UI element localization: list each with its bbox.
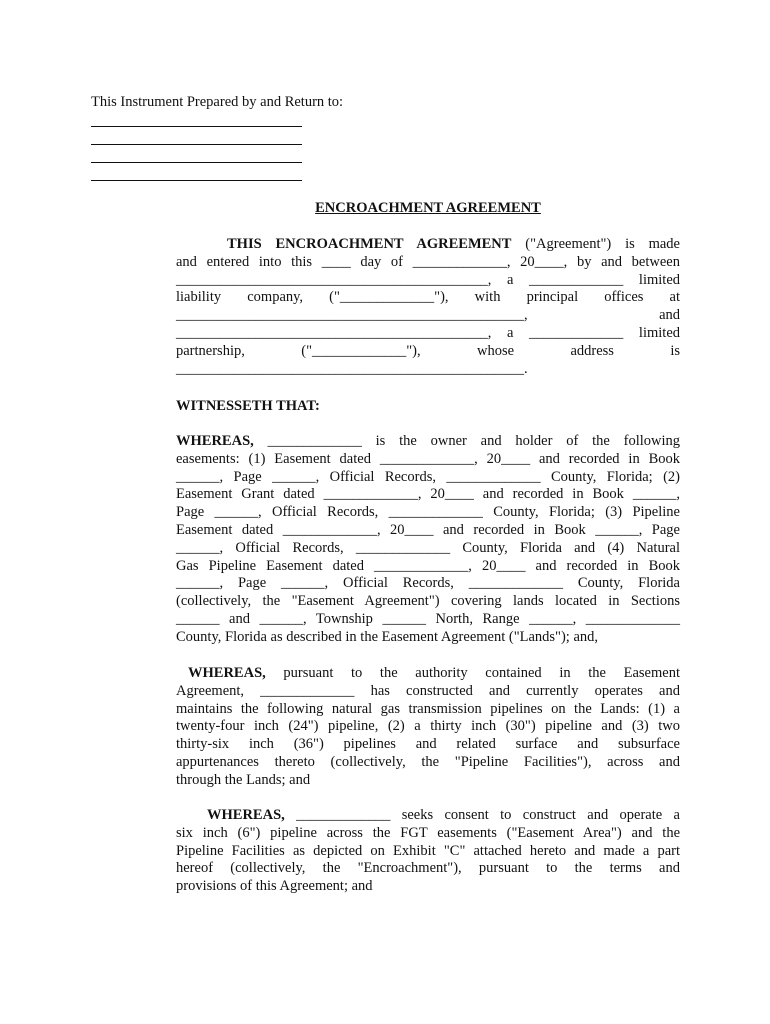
whereas-line: WHEREAS, pursuant to the authority contained in the Easement [188,665,680,681]
return-address-line [91,180,302,181]
intro-line: liability company, ("_____________"), with principal offices at [176,289,680,306]
whereas-line: Agreement, _____________ has constructed and currently operates and [176,682,680,699]
intro-line: THIS ENCROACHMENT AGREEMENT ("Agreement") is made [227,236,680,252]
return-address-line [91,144,302,145]
intro-line: ________________________________________________. [176,360,528,377]
whereas-line: (collectively, the "Easement Agreement") covering lands located in Sections [176,593,680,610]
return-address-line [91,126,302,127]
intro-line: ___________________________________________, a _____________ limited [176,271,680,288]
whereas-line: Page ______, Official Records, _____________ County, Florida; (3) Pipeline [176,504,680,521]
whereas-line: six inch (6") pipeline across the FGT easements ("Easement Area") and the [176,824,680,841]
intro-line: ___________________________________________, a _____________ limited [176,324,680,341]
whereas-paragraph-2 [176,665,680,790]
whereas-line: maintains the following natural gas transmission pipelines on the Lands: (1) a [176,700,680,717]
intro-line: ________________________________________________, and [176,307,680,324]
whereas-paragraph-1 [176,433,680,647]
whereas-paragraph-3 [176,807,680,896]
intro-line: partnership, ("_____________"), whose address is [176,342,680,359]
whereas-line: ______, Official Records, _____________ County, Florida and (4) Natural [176,539,680,556]
whereas-lead: WHEREAS, [176,433,254,449]
whereas-line: twenty-four inch (24") pipeline, (2) a thirty inch (30") pipeline and (3) two [176,718,680,735]
whereas-line: WHEREAS, _____________ is the owner and holder of the following [176,433,680,449]
intro-lead: THIS ENCROACHMENT AGREEMENT [227,236,512,252]
whereas-line: ______, Page ______, Official Records, _____________ County, Florida; (2) [176,468,680,485]
prepared-by-label: This Instrument Prepared by and Return to: [91,94,344,110]
whereas-lead: WHEREAS, [188,665,266,681]
whereas-line: hereof (collectively, the "Encroachment"), pursuant to the terms and [176,860,680,877]
whereas-line: Easement Grant dated _____________, 20____ and recorded in Book ______, [176,486,680,503]
whereas-line: thirty-six inch (36") pipelines and related surface and subsurface [176,736,680,753]
intro-paragraph [176,236,680,378]
document-title: ENCROACHMENT AGREEMENT [315,200,541,216]
whereas-lead: WHEREAS, [207,807,285,823]
witnesseth-heading: WITNESSETH THAT: [176,398,320,414]
whereas-line: ______ and ______, Township ______ North, Range ______, _____________ [176,610,680,627]
whereas-line: easements: (1) Easement dated _____________, 20____ and recorded in Book [176,450,680,467]
whereas-line: appurtenances thereto (collectively, the "Pipeline Facilities"), across and [176,753,680,770]
return-address-line [91,162,302,163]
whereas-line: Gas Pipeline Easement dated _____________, 20____ and recorded in Book [176,557,680,574]
whereas-line: ______, Page ______, Official Records, _____________ County, Florida [176,575,680,592]
whereas-line: Pipeline Facilities as depicted on Exhibit "C" attached hereto and made a part [176,842,680,859]
whereas-line: WHEREAS, _____________ seeks consent to construct and operate a [207,807,680,823]
whereas-line: Easement dated _____________, 20____ and recorded in Book ______, Page [176,521,680,538]
whereas-line: through the Lands; and [176,771,311,788]
whereas-line: provisions of this Agreement; and [176,878,373,895]
whereas-line: County, Florida as described in the Easement Agreement ("Lands"); and, [176,628,599,645]
intro-line: and entered into this ____ day of _____________, 20____, by and between [176,253,680,270]
